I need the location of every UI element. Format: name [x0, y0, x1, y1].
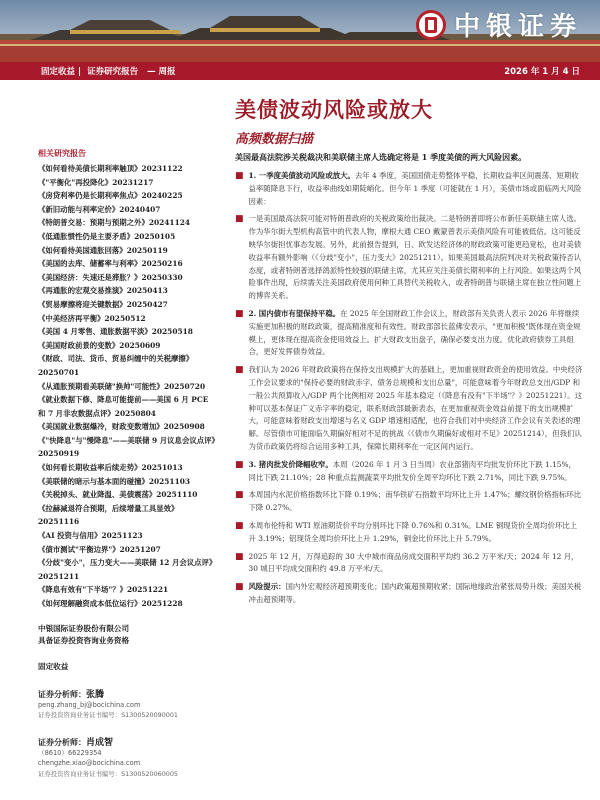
bullet-text: 本周国内水泥价格指数环比下降 0.19%；南华铁矿石指数平均环比上升 1.47%；螺纹钢价格指标环比下降 0.27%。: [248, 490, 582, 513]
related-reports-heading: 相关研究报告: [38, 149, 86, 158]
list-item[interactable]: 《美国经济：失速还是滞胀？》20250330: [38, 272, 183, 282]
breadcrumb-sector: 固定收益: [41, 67, 76, 77]
breadcrumb-type: 证券研究报告: [87, 67, 139, 77]
bullet-text: 在 2025 年全国财政工作会议上，财政部有关负责人表示 2026 年将继续实施更加积极的财政政策，提高精准度和有效性。财政部部长蓝佛安表示，"更加积极"既体现在资金规模上，更体现在提高资金使用效益上。扩大财政支出盘子，确保必要支出力度。优化政府债券工具组合，更好发挥债券效益。: [248, 308, 581, 357]
bullet-icon: ■: [235, 365, 244, 376]
analyst-cert-no: 证券投资咨询业务证书编号：S1300520090001: [38, 711, 178, 720]
bullet-paragraph: [235, 170, 583, 208]
list-item[interactable]: 《如何看长期收益率后续走势》20251013: [38, 463, 183, 473]
analyst-email[interactable]: chengzhe.xiao@bocichina.com: [38, 759, 141, 768]
bullet-icon: ■: [235, 308, 244, 319]
brand-name: 中银证券: [453, 12, 582, 42]
bullet-icon: ■: [235, 214, 244, 225]
list-item[interactable]: 《美国财政前景的变数》20250609: [38, 340, 161, 350]
bullet-paragraph: [235, 308, 583, 359]
analyst-cert-no: 证券投资咨询业务证书编号：S1300520060005: [38, 769, 178, 778]
breadcrumb-kind: — 周报: [147, 67, 176, 77]
list-item[interactable]: 《"平衡化"再投降化》20231217: [38, 177, 154, 187]
list-item[interactable]: 《AI 投资与信用》20251123: [38, 531, 143, 541]
list-item[interactable]: 《中美经济再平衡》20250512: [38, 313, 146, 323]
bullet-icon: ■: [235, 551, 244, 562]
bullet-lead: 1. 一季度美债波动风险或放大。: [248, 171, 355, 180]
analyst-name: 肖成智: [86, 737, 114, 748]
sidebar: [38, 148, 216, 779]
page-title: 美债波动风险或放大: [235, 97, 433, 122]
bullet-lead: 风险提示：: [248, 582, 286, 592]
list-item[interactable]: 《债市测试"平衡边界"》20251207: [38, 544, 161, 554]
report-date: 2026 年 1 月 4 日: [504, 67, 580, 77]
category-bar: [0, 62, 600, 80]
bullet-icon: ■: [235, 520, 244, 531]
list-item[interactable]: 《财政、司法、货币、贸易纠缠中的关税摩擦》20250701: [38, 354, 194, 377]
bullet-paragraph: [235, 489, 583, 515]
list-item[interactable]: 《如何理解融资成本低位运行》20251228: [38, 599, 183, 608]
bullet-icon: ■: [235, 490, 244, 501]
header-banner: [0, 0, 600, 62]
bullet-text: 本周布伦特和 WTI 原油期货价平均分别环比下降 0.76%和 0.31%。LME 铜现货价全周均价环比上升 3.19%；铝现货全周均价环比上升 1.29%，铜金比价环比上升 5.79%。: [248, 520, 578, 543]
list-item[interactable]: 《再通胀的宏观交易推演》20250413: [38, 286, 168, 296]
company-qualification: 具备证券投资咨询业务资格: [38, 635, 130, 645]
analyst-role: 证券分析师：: [38, 689, 86, 699]
related-reports-list: [38, 162, 216, 611]
list-item[interactable]: 《就业数据下修、降息可能提前——美国 6 月 PCE 和 7 月非农数据点评》20250804: [38, 395, 209, 418]
list-item[interactable]: 《如何看待美债长期利率触顶》20231122: [38, 164, 183, 173]
bullet-paragraph: [235, 459, 583, 485]
list-item[interactable]: 《如何看待美国通胀回落》20250119: [38, 245, 168, 255]
boc-logo-icon: [416, 10, 446, 40]
bullet-lead: 3. 猪肉批发价降幅收窄。: [248, 459, 333, 469]
bullet-icon: ■: [235, 459, 244, 470]
analyst-title: [38, 687, 216, 700]
analyst-title: [38, 735, 216, 748]
list-item[interactable]: 《美国 4 月零售、通胀数据平淡》20250518: [38, 327, 193, 337]
sector-label: 固定收益: [38, 661, 69, 671]
list-item[interactable]: 《关税掉头、就业降温、美债震荡》20251110: [38, 490, 198, 500]
bullet-paragraph: [235, 581, 583, 607]
bullet-paragraph: [235, 364, 583, 454]
company-info: [38, 623, 216, 647]
list-item[interactable]: 《低通胀惯性仍是主要矛盾》20250105: [38, 231, 176, 241]
list-item[interactable]: 《美国就业数据爆冷，财政变数增加》20250908: [38, 422, 205, 432]
list-item[interactable]: 《拉赫减退符合预期，后续增量工具显效》20251116: [38, 503, 179, 527]
bullet-paragraph: [235, 213, 583, 303]
list-item[interactable]: 《降息有效有"下半场"？》20251221: [38, 585, 169, 595]
brand: [416, 6, 582, 43]
bullet-paragraph: [235, 551, 583, 577]
breadcrumb: 固定收益 | 证券研究报告 — 周报: [41, 67, 176, 77]
bullet-text: 我们认为 2026 年财政政策将在保持支出规模扩大的基础上，更加重视财政资金的使用效益。中央经济工作会议要求的"保持必要的财政赤字、债务总规模和支出总量"，可能意味着今年财政总支出/GDP 和一般公共预算收入/GDP 两个比例相对 2025 年基本稳定（《降息有没有"下半场"？》20251221）。这种可以基本保证广义赤字率的稳定，联系财政部最新表态，在更加重视资金效益前提下的支出规模扩大，可能意味着财政支出增速与名义 GDP 增速相适配，也符合我们对中央经济工作会议有关表述的理解。尽管债市可能面临久期偏好相对不足的挑战（《债市久期偏好或相对不足》20251214），但我们认为货币政策仍将综合运用多种工具，保障长期利率在一定区间内运行。: [248, 365, 583, 451]
bullet-text: 国内外宏观经济超预期变化；国内政策超预期收紧；国际地缘政治紧张局势升级；美国关税冲击超预期等。: [248, 582, 582, 604]
company-name: 中银国际证券股份有限公司: [38, 623, 130, 633]
page-subtitle: 高频数据扫描: [235, 132, 314, 147]
list-item[interactable]: 《从通胀预期看美联储"换帅"可能性》20250720: [38, 381, 206, 391]
bullet-text: 去年 4 季度，美国国债走势整体平稳，长期收益率区间震荡、短期收益率随降息下行，收益率曲线如期陡峭化。但今年 1 季度（可能就在 1 月），美债市场或面临两大风险因素：: [248, 171, 582, 206]
list-item[interactable]: 《美国的去库、储蓄率与利率》20250216: [38, 259, 183, 269]
main-content: [235, 150, 583, 612]
list-item[interactable]: 《贸易摩擦将迎关键数据》20250427: [38, 299, 168, 309]
bullet-lead: 2. 国内债市有望保持平稳。: [248, 308, 341, 318]
list-item[interactable]: 《房贷利率仍是长期利率焦点》20240225: [38, 191, 183, 201]
list-item[interactable]: 《分歧"变小"，压力变大——美联储 12 月会议点评》20251211: [38, 558, 213, 581]
analyst-email[interactable]: peng.zhang_bj@bocichina.com: [38, 700, 141, 709]
bullet-text: 本周（2026 年 1 月 3 日当周）农业部猪肉平均批发价环比下跌 1.15%，同比下跌 21.10%；28 种重点监测蔬菜平均批发价全周平均环比下跌 2.71%，同比下跌 9.75%。: [248, 459, 576, 482]
list-item[interactable]: 《"快降息"与"慢降息"——美联储 9 月议息会议点评》20250919: [38, 435, 216, 459]
summary-intro: 美国最高法院涉关税裁决和美联储主席人选确定将是 1 季度美债的两大风险因素。: [235, 152, 527, 162]
bullet-icon: ■: [235, 582, 244, 593]
analyst-name: 张腾: [86, 689, 105, 700]
bullet-icon: ■: [235, 171, 244, 181]
list-item[interactable]: 《特朗普交易：预期与预期之外》20241124: [38, 218, 191, 228]
analyst-phone: （8610）66229354: [38, 748, 102, 757]
analyst-card: [38, 687, 216, 721]
list-item[interactable]: 《新旧动能与利率定价》20240407: [38, 204, 161, 214]
bullet-text: 2025 年 12 月，万得追踪的 30 大中城市商品房成交面积平均约 36.2 万平米/天；2024 年 12 月，30 城日平均成交面积约 49.8 万平米/天。: [248, 551, 579, 574]
bullet-paragraph: [235, 520, 583, 546]
analyst-card: [38, 735, 216, 780]
list-item[interactable]: 《美联储的暗示与基本面的碰撞》20251103: [38, 476, 191, 486]
analyst-role: 证券分析师：: [38, 737, 86, 747]
bullet-text: 一是美国最高法院可能对特朗普政府的关税政策给出裁决。二是特朗普即将公布新任美联储主席人选。作为华尔街大型机构高管中的代表人物，摩根大通 CEO 戴蒙曾表示美债风险有可能被低估。这可能反映华尔街担忧事态发展。另外，此前报告提到，日、欧发达经济体的财政政策可能更趋宽松，也对美债收益率有额外影响（《分歧"变小"，压力变大》20251211）。如果美国最高法院判决对关税政策持否认态度，或者特朗普选择鸽派特性较强的联储主席，尤其应关注美债长期利率的上行风险。如果这两个风险事件出现，后续需关注美国政府使用何种工具替代关税收入，或者特朗普与联储主席在独立性问题上的博弈关系。: [248, 214, 582, 301]
